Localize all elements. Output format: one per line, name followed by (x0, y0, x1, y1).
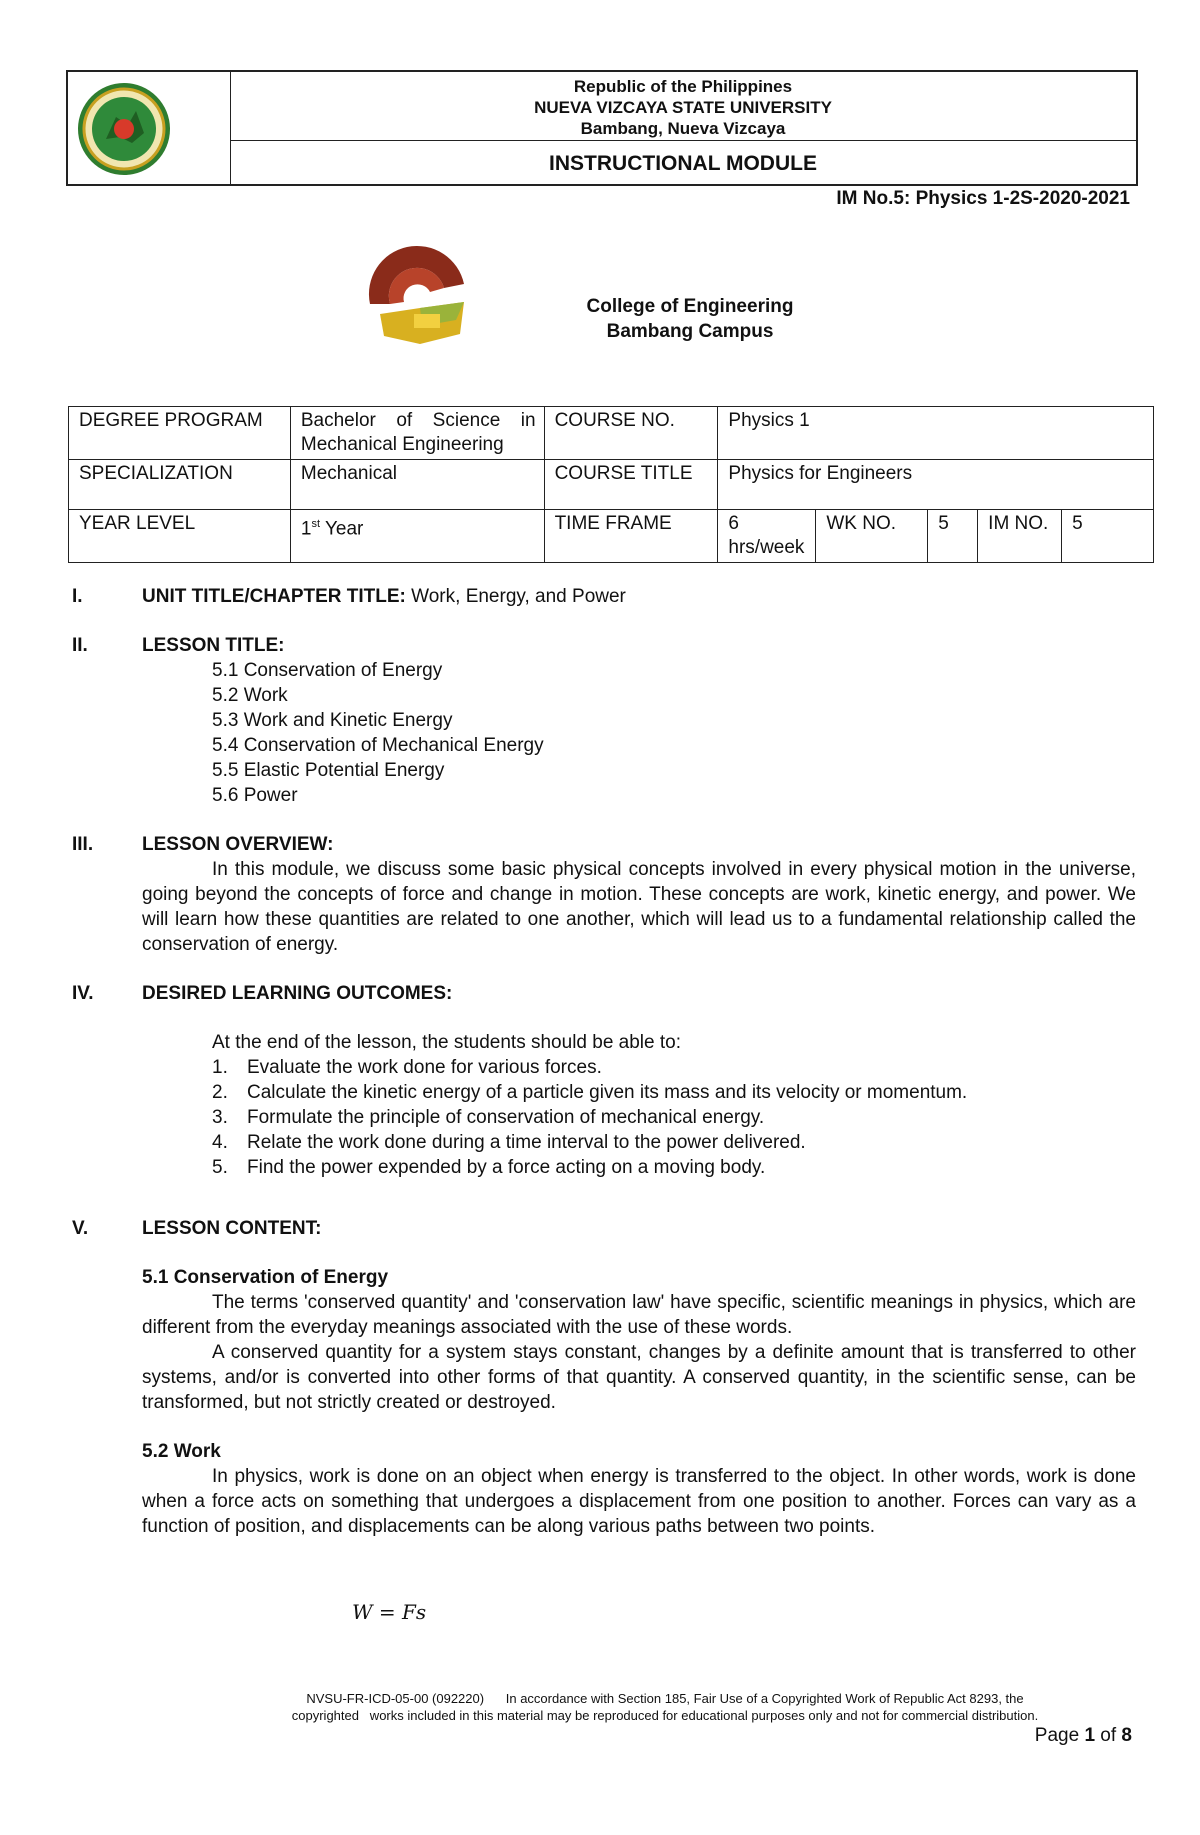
section-lesson-content (72, 1216, 1136, 1539)
page-number (1035, 1725, 1132, 1747)
overview-label: LESSON OVERVIEW: (142, 834, 334, 855)
year-level-value (290, 510, 544, 563)
wk-no-label: WK NO. (816, 510, 928, 563)
item-number: 1. (212, 1057, 228, 1078)
module-title: INSTRUCTIONAL MODULE (549, 152, 817, 175)
college-campus: Bambang Campus (606, 321, 774, 342)
page-current: 1 (1084, 1725, 1096, 1746)
lesson-title-list (212, 658, 1136, 808)
paragraph-5-2 (142, 1464, 1136, 1539)
list-item (212, 1055, 1136, 1080)
time-frame-value: 6 hrs/week (718, 510, 816, 563)
section-lesson-overview (72, 832, 1136, 957)
table-row (69, 407, 1154, 460)
list-item (212, 1130, 1136, 1155)
item-number: 5. (212, 1157, 228, 1178)
course-title-label: COURSE TITLE (544, 460, 718, 510)
item-text: Evaluate the work done for various forces. (247, 1057, 602, 1078)
list-item: 5.3 Work and Kinetic Energy (212, 710, 453, 731)
page-total: 8 (1121, 1725, 1132, 1746)
table-row (69, 510, 1154, 563)
list-item: 5.2 Work (212, 685, 288, 706)
subsection-title-5-2: 5.2 Work (142, 1441, 221, 1462)
section-learning-outcomes (72, 981, 1136, 1180)
section-heading (142, 584, 1136, 609)
section-lesson-title (72, 633, 1136, 808)
college-block (560, 294, 820, 344)
item-number: 3. (212, 1107, 228, 1128)
work-equation: W = Fs (352, 1600, 427, 1624)
year-level-sup: st (311, 518, 321, 530)
list-item (212, 1105, 1136, 1130)
paragraph-text: In physics, work is done on an object when energy is transferred to the object. In other words, work is done when a force acts on something that undergoes a displacement from one position to another. Forces can vary as a function of position, and displacements can be along various paths between two points. (142, 1466, 1136, 1537)
specialization-value: Mechanical (290, 460, 544, 510)
degree-value: Bachelor of Science in Mechanical Engineering (290, 407, 544, 460)
course-info-table (68, 406, 1154, 563)
module-body (72, 584, 1136, 1539)
university-seal-logo (76, 81, 172, 177)
item-text: Relate the work done during a time interval to the power delivered. (247, 1132, 806, 1153)
year-level-num: 1 (300, 518, 312, 540)
unit-label: UNIT TITLE/CHAPTER TITLE: (142, 586, 406, 607)
wk-no-value: 5 (928, 510, 978, 563)
college-name: College of Engineering (586, 296, 794, 317)
college-engineering-logo (360, 244, 478, 348)
im-no-label: IM NO. (978, 510, 1062, 563)
list-item: 5.4 Conservation of Mechanical Energy (212, 735, 544, 756)
paragraph-text: The terms 'conserved quantity' and 'conservation law' have specific, scientific meanings in physics, which are different from the everyday meanings associated with the use of these words. (142, 1292, 1136, 1338)
table-row (69, 460, 1154, 510)
course-title-value: Physics for Engineers (718, 460, 1154, 510)
paragraph-text: A conserved quantity for a system stays constant, changes by a definite amount that is transferred to other systems, and/or is converted into other forms of that quantity. A conserved quantity, in the scientific sense, can be transformed, but not strictly created or destroyed. (142, 1342, 1136, 1413)
list-item: 5.5 Elastic Potential Energy (212, 760, 445, 781)
list-item (212, 1080, 1136, 1105)
section-numeral: I. (72, 586, 83, 607)
degree-label: DEGREE PROGRAM (69, 407, 291, 460)
item-number: 4. (212, 1132, 228, 1153)
outcomes-label: DESIRED LEARNING OUTCOMES: (142, 983, 453, 1004)
footer-line-2: copyrighted works included in this material may be reproduced for educational purposes only and not for commercial distribution. (291, 1708, 1039, 1723)
page-of: of (1095, 1725, 1122, 1746)
outcomes-list (212, 1055, 1136, 1180)
section-numeral: II. (72, 635, 88, 656)
item-text: Calculate the kinetic energy of a particle given its mass and its velocity or momentum. (247, 1082, 968, 1103)
section-numeral: V. (72, 1218, 89, 1239)
unit-value: Work, Energy, and Power (405, 586, 626, 607)
overview-text: In this module, we discuss some basic physical concepts involved in every physical motion in the universe, going beyond the concepts of force and change in motion. These concepts are work, kinetic energy, and power. We will learn how these quantities are related to one another, which will lead us to a fundamental relationship called the conservation of energy. (142, 859, 1136, 955)
list-item (212, 1155, 1136, 1180)
page-word: Page (1034, 1725, 1085, 1746)
republic-line: Republic of the Philippines (573, 77, 793, 96)
im-number: IM No.5: Physics 1-2S-2020-2021 (836, 188, 1130, 209)
footer-notice (190, 1690, 1140, 1724)
footer-line-1: NVSU-FR-ICD-05-00 (092220) In accordance with Section 185, Fair Use of a Copyrighted Work of Republic Act 8293, the (306, 1691, 1024, 1706)
paragraph-5-1 (142, 1290, 1136, 1415)
course-no-value: Physics 1 (718, 407, 1154, 460)
content-label: LESSON CONTENT: (142, 1218, 322, 1239)
year-level-word: Year (320, 518, 364, 540)
university-location: Bambang, Nueva Vizcaya (580, 119, 786, 138)
list-item: 5.1 Conservation of Energy (212, 660, 443, 681)
header-divider (230, 140, 1136, 141)
item-number: 2. (212, 1082, 228, 1103)
time-frame-label: TIME FRAME (544, 510, 718, 563)
section-numeral: IV. (72, 983, 94, 1004)
item-text: Formulate the principle of conservation of mechanical energy. (247, 1107, 765, 1128)
overview-paragraph (142, 857, 1136, 957)
lesson-title-label: LESSON TITLE: (142, 635, 285, 656)
course-no-label: COURSE NO. (544, 407, 718, 460)
university-name: NUEVA VIZCAYA STATE UNIVERSITY (534, 98, 832, 117)
im-no-value: 5 (1062, 510, 1154, 563)
header-box (66, 70, 1138, 186)
university-logo-cell (68, 72, 231, 184)
section-unit-title (72, 584, 1136, 609)
specialization-label: SPECIALIZATION (69, 460, 291, 510)
subsection-title-5-1: 5.1 Conservation of Energy (142, 1267, 389, 1288)
section-numeral: III. (72, 834, 94, 855)
outcomes-intro: At the end of the lesson, the students should be able to: (212, 1032, 681, 1053)
list-item: 5.6 Power (212, 785, 298, 806)
item-text: Find the power expended by a force acting on a moving body. (247, 1157, 766, 1178)
year-level-label: YEAR LEVEL (69, 510, 291, 563)
university-block (230, 76, 1136, 139)
